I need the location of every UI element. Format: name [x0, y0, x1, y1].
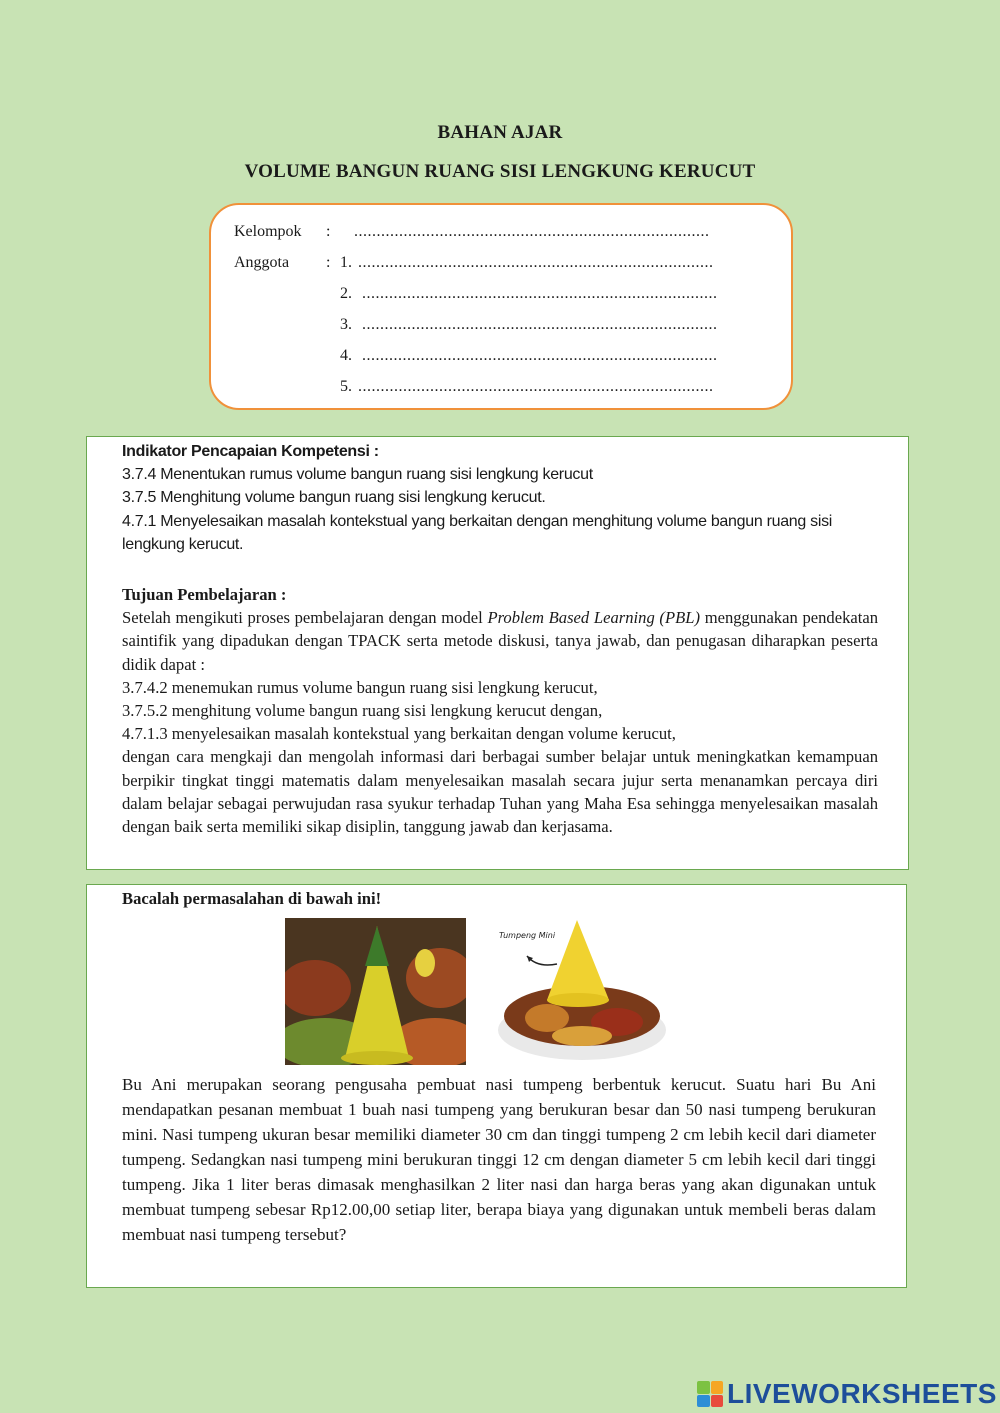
- tumpeng-mini-image: [487, 918, 673, 1068]
- anggota-label: Anggota: [234, 254, 290, 271]
- tujuan-intro-text: Setelah mengikuti proses pembelajaran dengan model: [122, 608, 488, 628]
- indikator-item: 3.7.4 Menentukan rumus volume bangun ruang sisi lengkung kerucut: [122, 466, 593, 484]
- tumpeng-cone-image: [285, 918, 466, 1065]
- indikator-tujuan-box: [86, 436, 909, 870]
- tujuan-item: 4.7.1.3 menyelesaikan masalah kontekstual yang berkaitan dengan volume kerucut,: [122, 724, 676, 744]
- member-number: 5.: [340, 378, 352, 395]
- document-title: BAHAN AJAR: [437, 122, 563, 143]
- member-field[interactable]: ...............................................................................: [362, 347, 718, 364]
- anggota-row: [234, 254, 714, 272]
- tumpeng-photo-mini: [487, 918, 673, 1068]
- indikator-heading: Indikator Pencapaian Kompetensi :: [122, 443, 379, 460]
- indikator-item: 4.7.1 Menyelesaikan masalah kontekstual yang berkaitan dengan menghitung volume bangun ruang sisi lengkung kerucut.: [122, 512, 833, 553]
- problem-heading: Bacalah permasalahan di bawah ini!: [122, 889, 382, 908]
- tujuan-heading: Tujuan Pembelajaran :: [122, 585, 287, 605]
- indikator-item: 3.7.5 Menghitung volume bangun ruang sisi lengkung kerucut.: [122, 489, 546, 507]
- member-number: 1.: [340, 254, 352, 271]
- watermark-text: LIVEWORKSHEETS: [727, 1378, 997, 1409]
- member-row: [340, 347, 718, 365]
- problem-text: Bu Ani merupakan seorang pengusaha pembuat nasi tumpeng berbentuk kerucut. Suatu hari Bu Ani mendapatkan pesanan membuat 1 buah nasi tumpeng yang berukuran besar dan 50 nasi tumpeng berukuran mini. Nasi tumpeng ukuran besar memiliki diameter 30 cm dan tinggi tumpeng 2 cm lebih kecil dari diameter tumpeng. Sedangkan nasi tumpeng mini berukuran tinggi 12 cm dengan diameter 5 cm lebih kecil dari tinggi tumpeng. Jika 1 liter beras dimasak menghasilkan 2 liter nasi dan harga beras yang akan digunakan untuk membuat tumpeng sebesar Rp12.00,00 setiap liter, berapa biaya yang digunakan untuk membeli beras dalam membuat nasi tumpeng tersebut?: [122, 1075, 876, 1244]
- member-field[interactable]: ...............................................................................: [362, 285, 718, 302]
- member-number: 3.: [340, 316, 352, 333]
- member-number: 2.: [340, 285, 352, 302]
- tujuan-item: 3.7.4.2 menemukan rumus volume bangun ruang sisi lengkung kerucut,: [122, 677, 598, 697]
- member-field[interactable]: ...............................................................................: [358, 378, 714, 395]
- liveworksheets-logo-icon: [697, 1381, 723, 1407]
- kelompok-colon: :: [326, 223, 331, 240]
- tujuan-intro-text: menggunakan pendekatan saintifik yang dipadukan dengan TPACK serta metode diskusi, tanya jawab, dan penugasan diharapkan peserta didik dapat :: [122, 608, 879, 674]
- tujuan-closing: dengan cara mengkaji dan mengolah informasi dari berbagai sumber belajar untuk meningkatkan kemampuan berpikir tingkat tinggi matematis dalam menyelesaikan masalah secara jujur serta menanamkan percaya diri dalam belajar sebagai perwujudan rasa syukur terhadap Tuhan yang Maha Esa sehingga menyelesaikan masalah dengan baik serta memiliki sikap disiplin, tanggung jawab dan kerjasama.: [122, 747, 878, 837]
- document-subtitle: VOLUME BANGUN RUANG SISI LENGKUNG KERUCUT: [244, 161, 756, 182]
- anggota-colon: :: [326, 254, 331, 271]
- kelompok-label: Kelompok: [234, 223, 302, 240]
- tumpeng-photo-large: [285, 918, 466, 1065]
- member-row: [340, 316, 718, 334]
- tujuan-item: 3.7.5.2 menghitung volume bangun ruang sisi lengkung kerucut dengan,: [122, 701, 603, 721]
- kelompok-field[interactable]: ...............................................................................: [354, 223, 710, 240]
- kelompok-row: [234, 223, 710, 241]
- member-number: 4.: [340, 347, 352, 364]
- member-row: [340, 378, 714, 396]
- pbl-term: Problem Based Learning (PBL): [487, 608, 700, 628]
- tumpeng-mini-caption: Tumpeng Mini: [499, 931, 556, 940]
- member-field[interactable]: ...............................................................................: [358, 254, 714, 271]
- problem-box: [86, 884, 907, 1288]
- member-row: [340, 285, 718, 303]
- identity-box: [209, 203, 793, 410]
- tujuan-intro: [122, 606, 878, 676]
- member-field[interactable]: ...............................................................................: [362, 316, 718, 333]
- liveworksheets-watermark: [697, 1377, 997, 1411]
